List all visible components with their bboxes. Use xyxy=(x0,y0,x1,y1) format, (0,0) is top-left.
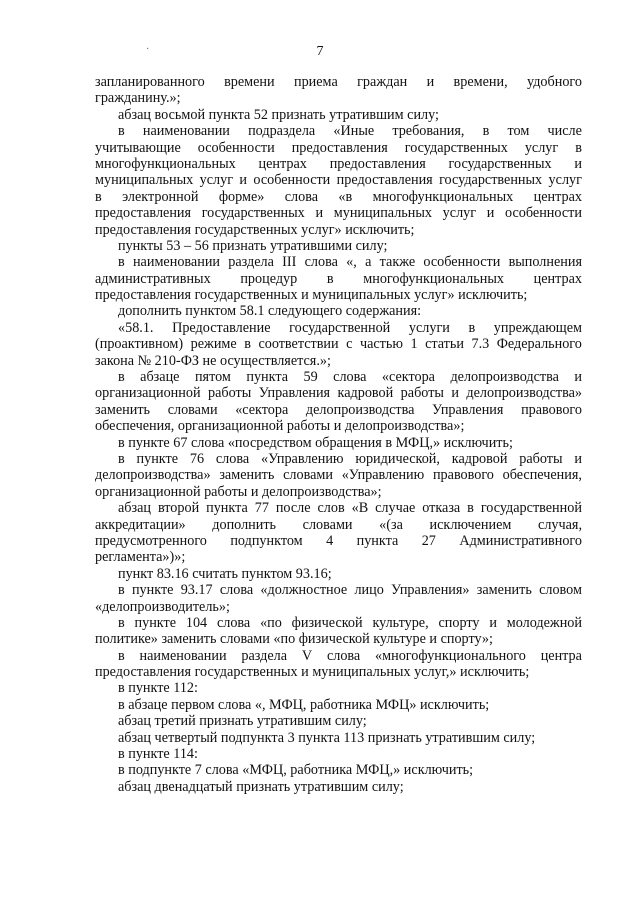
word: 1 xyxy=(410,336,418,353)
word: в xyxy=(118,369,125,386)
text-line xyxy=(95,74,582,90)
word: услуги xyxy=(408,319,450,336)
document-body xyxy=(95,74,582,795)
word: том xyxy=(507,123,530,140)
text-line: организационной работы и делопроизводства»; xyxy=(95,483,382,500)
text-line: в пункте 67 слова «посредством обращения в МФЦ,» исключить; xyxy=(118,434,513,451)
word: в xyxy=(118,123,125,140)
word: заменить xyxy=(95,401,151,418)
word: культуре, xyxy=(372,614,429,631)
word: делопроизводства xyxy=(450,369,559,386)
scan-speck: · xyxy=(146,44,150,55)
text-line xyxy=(95,189,582,205)
text-line: дополнить пунктом 58.1 следующего содержания: xyxy=(118,303,422,320)
word: пункта xyxy=(356,532,399,549)
word: пятом xyxy=(194,369,231,386)
text-line xyxy=(95,336,582,352)
text-line xyxy=(95,467,582,483)
word: работы xyxy=(519,450,563,467)
word: 4 xyxy=(326,532,334,549)
word: аккредитации» xyxy=(95,516,186,533)
word: делопроизводства» xyxy=(95,467,211,484)
word: слов xyxy=(317,500,345,517)
word: слова xyxy=(219,582,254,599)
word: и xyxy=(574,369,582,386)
word: в xyxy=(468,319,476,336)
word: «, xyxy=(346,254,357,271)
word: услуг xyxy=(524,139,559,156)
word: абзаце xyxy=(140,369,180,386)
word: слова xyxy=(215,450,250,467)
text-line: абзац четвертый подпункта 3 пункта 113 признать утратившим силу; xyxy=(118,729,536,746)
word: граждан xyxy=(357,74,408,90)
text-line: пункт 83.16 считать пунктом 93.16; xyxy=(118,565,332,582)
word: муниципальных xyxy=(333,205,432,222)
word: «В xyxy=(351,500,369,517)
word: центрах xyxy=(533,188,582,205)
word: предоставления xyxy=(95,205,192,222)
text-line xyxy=(95,123,582,139)
word: работы xyxy=(208,385,252,402)
word: государственных xyxy=(439,172,543,189)
word: кадровой xyxy=(451,450,508,467)
word: административных xyxy=(95,270,211,287)
word: государственной xyxy=(480,500,582,517)
word: и xyxy=(574,155,582,172)
word: и xyxy=(486,205,495,222)
word: в xyxy=(118,450,125,467)
word: и xyxy=(426,74,435,90)
word: раздела xyxy=(228,254,274,271)
word: Управления xyxy=(258,385,331,402)
word: отказа xyxy=(422,500,461,517)
word: правового xyxy=(521,401,582,418)
word: многофункциональных xyxy=(372,188,514,205)
text-line: «делопроизводитель»; xyxy=(95,598,230,615)
word: физической xyxy=(291,614,363,631)
word: 59 xyxy=(303,369,318,386)
word: учитывающие xyxy=(95,139,181,156)
word: а xyxy=(365,254,372,271)
word: приема xyxy=(293,74,338,90)
word: словами xyxy=(302,516,353,533)
text-line xyxy=(95,271,582,287)
word: 27 xyxy=(421,532,436,549)
text-line xyxy=(95,254,582,270)
word: раздела xyxy=(241,647,288,664)
word: «(за xyxy=(379,516,403,533)
word: пункте xyxy=(134,614,177,631)
text-line: абзац двенадцатый признать утратившим силу; xyxy=(118,778,404,795)
word: времени, xyxy=(453,74,508,90)
text-line xyxy=(95,320,582,336)
word: наименовании xyxy=(142,123,230,140)
word: словом xyxy=(539,582,582,599)
word: пункта xyxy=(206,500,248,517)
word: выполнения xyxy=(508,254,582,271)
word: «в xyxy=(338,188,353,205)
word: в xyxy=(244,336,251,353)
word: случае xyxy=(375,500,416,517)
word: и xyxy=(239,172,247,189)
word: слова xyxy=(284,188,319,205)
text-line: обеспечения, организационной работы и делопроизводства»; xyxy=(95,418,465,435)
word: в xyxy=(326,270,334,287)
word: центрах xyxy=(258,155,307,172)
word: особенности xyxy=(505,205,582,222)
word: запланированного xyxy=(95,74,205,90)
word: организационной xyxy=(95,385,201,402)
word: многофункциональных xyxy=(363,270,504,287)
word: 7.3 xyxy=(471,336,490,353)
word: заменить xyxy=(219,467,275,484)
word: центрах xyxy=(533,270,582,287)
text-line xyxy=(95,451,582,467)
word: особенности xyxy=(197,139,275,156)
word: Управления xyxy=(432,401,504,418)
text-line: политике» заменить словами «по физической культуре и спорту»; xyxy=(95,631,493,648)
text-line: предоставления государственных и муниципальных услуг» исключить; xyxy=(95,287,528,304)
word: юридической, xyxy=(355,450,440,467)
text-line: предоставления государственных услуг» исключить; xyxy=(95,221,415,238)
text-line: абзац восьмой пункта 52 признать утратившим силу; xyxy=(118,106,439,123)
word: кадровой xyxy=(337,385,394,402)
text-line xyxy=(95,156,582,172)
word: обеспечения, xyxy=(502,467,582,484)
word: требования, xyxy=(392,123,465,140)
word: числе xyxy=(547,123,582,140)
word: электронной xyxy=(122,188,199,205)
word: Управления» xyxy=(391,582,470,599)
word: работы xyxy=(400,385,444,402)
word: «58.1. xyxy=(118,319,154,336)
word: Административного xyxy=(459,532,582,549)
word: особенности xyxy=(423,254,501,271)
text-line: закона № 210-ФЗ не осуществляется.»; xyxy=(95,352,331,369)
word: форме» xyxy=(218,188,265,205)
word: словами xyxy=(167,401,218,418)
word: слова xyxy=(304,254,338,271)
word: предоставления xyxy=(336,172,433,189)
word: слова xyxy=(216,614,251,631)
text-line: в пункте 112: xyxy=(118,680,198,697)
word: наименовании xyxy=(132,254,220,271)
word: особенности xyxy=(253,172,331,189)
word: в xyxy=(118,582,125,599)
word: и xyxy=(315,205,324,222)
word: «сектора xyxy=(235,401,289,418)
word: «многофункционального xyxy=(375,647,526,664)
word: спорту xyxy=(438,614,480,631)
word: в xyxy=(482,123,490,140)
word: режиме xyxy=(190,336,237,353)
word: частью xyxy=(359,336,403,353)
word: и xyxy=(574,450,582,467)
word: в xyxy=(118,647,125,664)
word: времени xyxy=(224,74,275,90)
word: исключением xyxy=(429,516,512,533)
text-line xyxy=(95,205,582,221)
word: в xyxy=(575,139,582,156)
word: слова xyxy=(333,369,367,386)
word: пункте xyxy=(136,450,179,467)
text-line xyxy=(95,172,582,188)
text-line xyxy=(95,582,582,598)
word: Федерального xyxy=(496,336,582,353)
word: и xyxy=(451,385,459,402)
word: в xyxy=(118,614,125,631)
word: услуг xyxy=(199,172,234,189)
text-line xyxy=(95,648,582,664)
text-line xyxy=(95,615,582,631)
word: статьи xyxy=(425,336,464,353)
text-line: в пункте 114: xyxy=(118,746,198,763)
text-line xyxy=(95,140,582,156)
text-line: в абзаце первом слова «, МФЦ, работника МФЦ» исключить; xyxy=(118,696,490,713)
text-line xyxy=(95,369,582,385)
word: соответствии xyxy=(258,336,339,353)
word: наименовании xyxy=(139,647,227,664)
word: делопроизводства xyxy=(305,401,415,418)
word: в xyxy=(118,254,125,271)
text-line xyxy=(95,517,582,533)
word: лицо xyxy=(354,582,384,599)
word: в xyxy=(95,188,102,205)
word: 104 xyxy=(185,614,208,631)
word: центра xyxy=(540,647,582,664)
text-line: гражданину.»; xyxy=(95,90,181,107)
word: после xyxy=(275,500,311,517)
word: в xyxy=(467,500,474,517)
text-line: предоставления государственных и муниципальных услуг,» исключить; xyxy=(95,664,530,681)
word: предусмотренного xyxy=(95,532,207,549)
word: удобного xyxy=(527,74,582,90)
text-line: абзац третий признать утратившим силу; xyxy=(118,713,367,730)
page-number: 7 xyxy=(316,44,324,59)
word: с xyxy=(346,336,353,353)
word: подраздела xyxy=(248,123,316,140)
word: пункта xyxy=(246,369,289,386)
word: словами xyxy=(283,467,333,484)
word: 93.17 xyxy=(180,582,213,599)
word: «по xyxy=(260,614,282,631)
word: 77 xyxy=(254,500,269,517)
text-line: регламента»)»; xyxy=(95,549,186,566)
word: дополнить xyxy=(212,516,277,533)
text-line xyxy=(95,402,582,418)
word: процедур xyxy=(240,270,298,287)
word: второй xyxy=(157,500,200,517)
word: «сектора xyxy=(381,369,435,386)
word: также xyxy=(379,254,416,271)
word: и xyxy=(489,614,497,631)
word: делопроизводства» xyxy=(466,385,582,402)
word: государственных xyxy=(201,205,305,222)
text-line: в подпункте 7 слова «МФЦ, работника МФЦ,» исключить; xyxy=(118,762,474,779)
word: Предоставление xyxy=(172,319,271,336)
word: правового xyxy=(432,467,494,484)
word: случая, xyxy=(538,516,582,533)
word: молодежной xyxy=(506,614,582,631)
text-line xyxy=(95,500,582,516)
word: услуг xyxy=(548,172,582,189)
word: 76 xyxy=(189,450,205,467)
word: V xyxy=(301,647,313,664)
word: подпунктом xyxy=(230,532,303,549)
word: «Управлению xyxy=(341,467,425,484)
word: «должностное xyxy=(260,582,348,599)
word: услуг xyxy=(442,205,477,222)
word: (проактивном) xyxy=(95,336,184,353)
word: государственной xyxy=(289,319,391,336)
word: слова xyxy=(326,647,361,664)
word: многофункциональных xyxy=(95,155,236,172)
text-line xyxy=(95,533,582,549)
word: упреждающем xyxy=(493,319,582,336)
word: государственных xyxy=(404,139,508,156)
word: государственных xyxy=(448,155,552,172)
text-line: пункты 53 – 56 признать утратившими силу; xyxy=(118,237,388,254)
text-line xyxy=(95,385,582,401)
word: «Управлению xyxy=(260,450,344,467)
word: заменить xyxy=(476,582,532,599)
word: III xyxy=(282,254,297,271)
word: муниципальных xyxy=(95,172,194,189)
word: абзац xyxy=(118,500,152,517)
word: «Иные xyxy=(333,123,375,140)
word: предоставления xyxy=(291,139,388,156)
word: пункте xyxy=(131,582,174,599)
word: предоставления xyxy=(329,155,426,172)
